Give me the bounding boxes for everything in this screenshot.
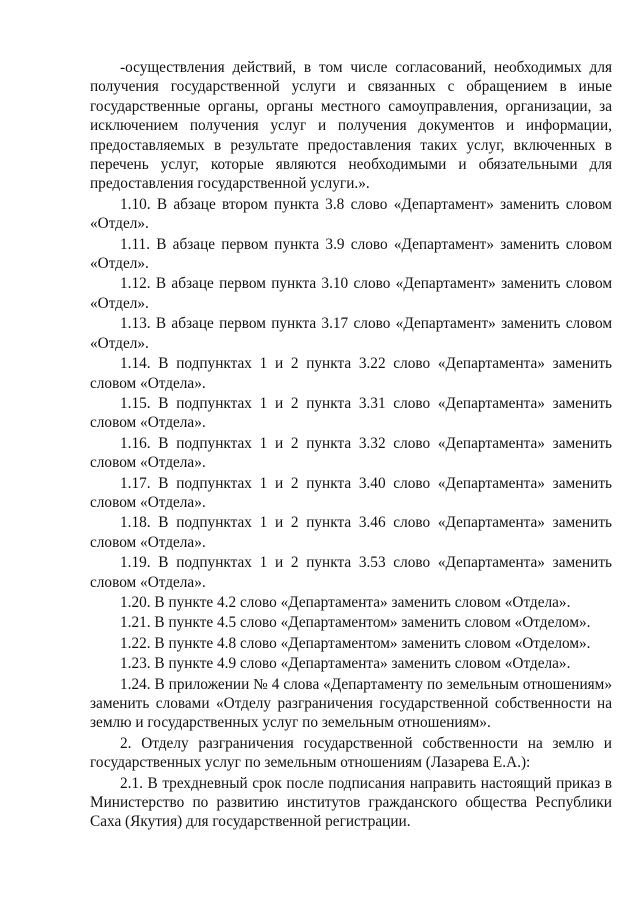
paragraph-item-1-15: 1.15. В подпунктах 1 и 2 пункта 3.31 слово «Департамента» заменить словом «Отдела».	[90, 394, 612, 432]
paragraph-item-1-12: 1.12. В абзаце первом пункта 3.10 слово «Департамент» заменить словом «Отдел».	[90, 275, 612, 312]
paragraph-item-1-19: 1.19. В подпунктах 1 и 2 пункта 3.53 слово «Департамента» заменить словом «Отдела».	[90, 554, 612, 591]
paragraph-item-1-13: 1.13. В абзаце первом пункта 3.17 слово «Департамент» заменить словом «Отдел».	[90, 315, 612, 352]
paragraph-item-1-20: 1.20. В пункте 4.2 слово «Департамента» заменить словом «Отдела».	[120, 593, 571, 611]
paragraph-item-1-21: 1.21. В пункте 4.5 слово «Департаментом» заменить словом «Отделом».	[120, 614, 591, 632]
paragraph-exclusions-clause: -осуществления действий, в том числе согласований, необходимых для получения государственной услуги и связанных с обращением в иные государственные органы, органы местного самоуправления, организации, за исключением получения услуг и получения документов и информации, предоставляемых в результате предоставления таких услуг, включенных в перечень услуг, которые являются необходимыми и обязательными для предоставления государственной услуги.».	[90, 59, 612, 193]
paragraph-item-1-10: 1.10. В абзаце втором пункта 3.8 слово «Департамент» заменить словом «Отдел».	[90, 195, 612, 233]
paragraph-item-1-18: 1.18. В подпунктах 1 и 2 пункта 3.46 слово «Департамента» заменить словом «Отдела».	[90, 514, 612, 551]
paragraph-item-1-16: 1.16. В подпунктах 1 и 2 пункта 3.32 слово «Департамента» заменить словом «Отдела».	[90, 434, 612, 472]
paragraph-item-1-24: 1.24. В приложении № 4 слова «Департаменту по земельным отношениям» заменить словами «Отделу разграничения государственной собственности на землю и государственных услуг по земельным отношениям».	[90, 675, 612, 732]
paragraph-item-1-23: 1.23. В пункте 4.9 слово «Департамента» заменить словом «Отдела».	[120, 655, 571, 673]
paragraph-item-1-11: 1.11. В абзаце первом пункта 3.9 слово «Департамент» заменить словом «Отдел».	[90, 235, 612, 273]
paragraph-item-2: 2. Отделу разграничения государственной собственности на землю и государственных услуг по земельным отношениям (Лазарева Е.А.):	[90, 734, 612, 772]
paragraph-item-1-14: 1.14. В подпунктах 1 и 2 пункта 3.22 слово «Департамента» заменить словом «Отдела».	[90, 355, 612, 392]
document-page	[90, 58, 612, 832]
paragraph-item-1-22: 1.22. В пункте 4.8 слово «Департаментом» заменить словом «Отделом».	[120, 634, 591, 652]
paragraph-item-1-17: 1.17. В подпунктах 1 и 2 пункта 3.40 слово «Департамента» заменить словом «Отдела».	[90, 474, 612, 511]
paragraph-item-2-1: 2.1. В трехдневный срок после подписания направить настоящий приказ в Министерство по развитию институтов гражданского общества Республики Саха (Якутия) для государственной регистрации.	[90, 774, 612, 831]
